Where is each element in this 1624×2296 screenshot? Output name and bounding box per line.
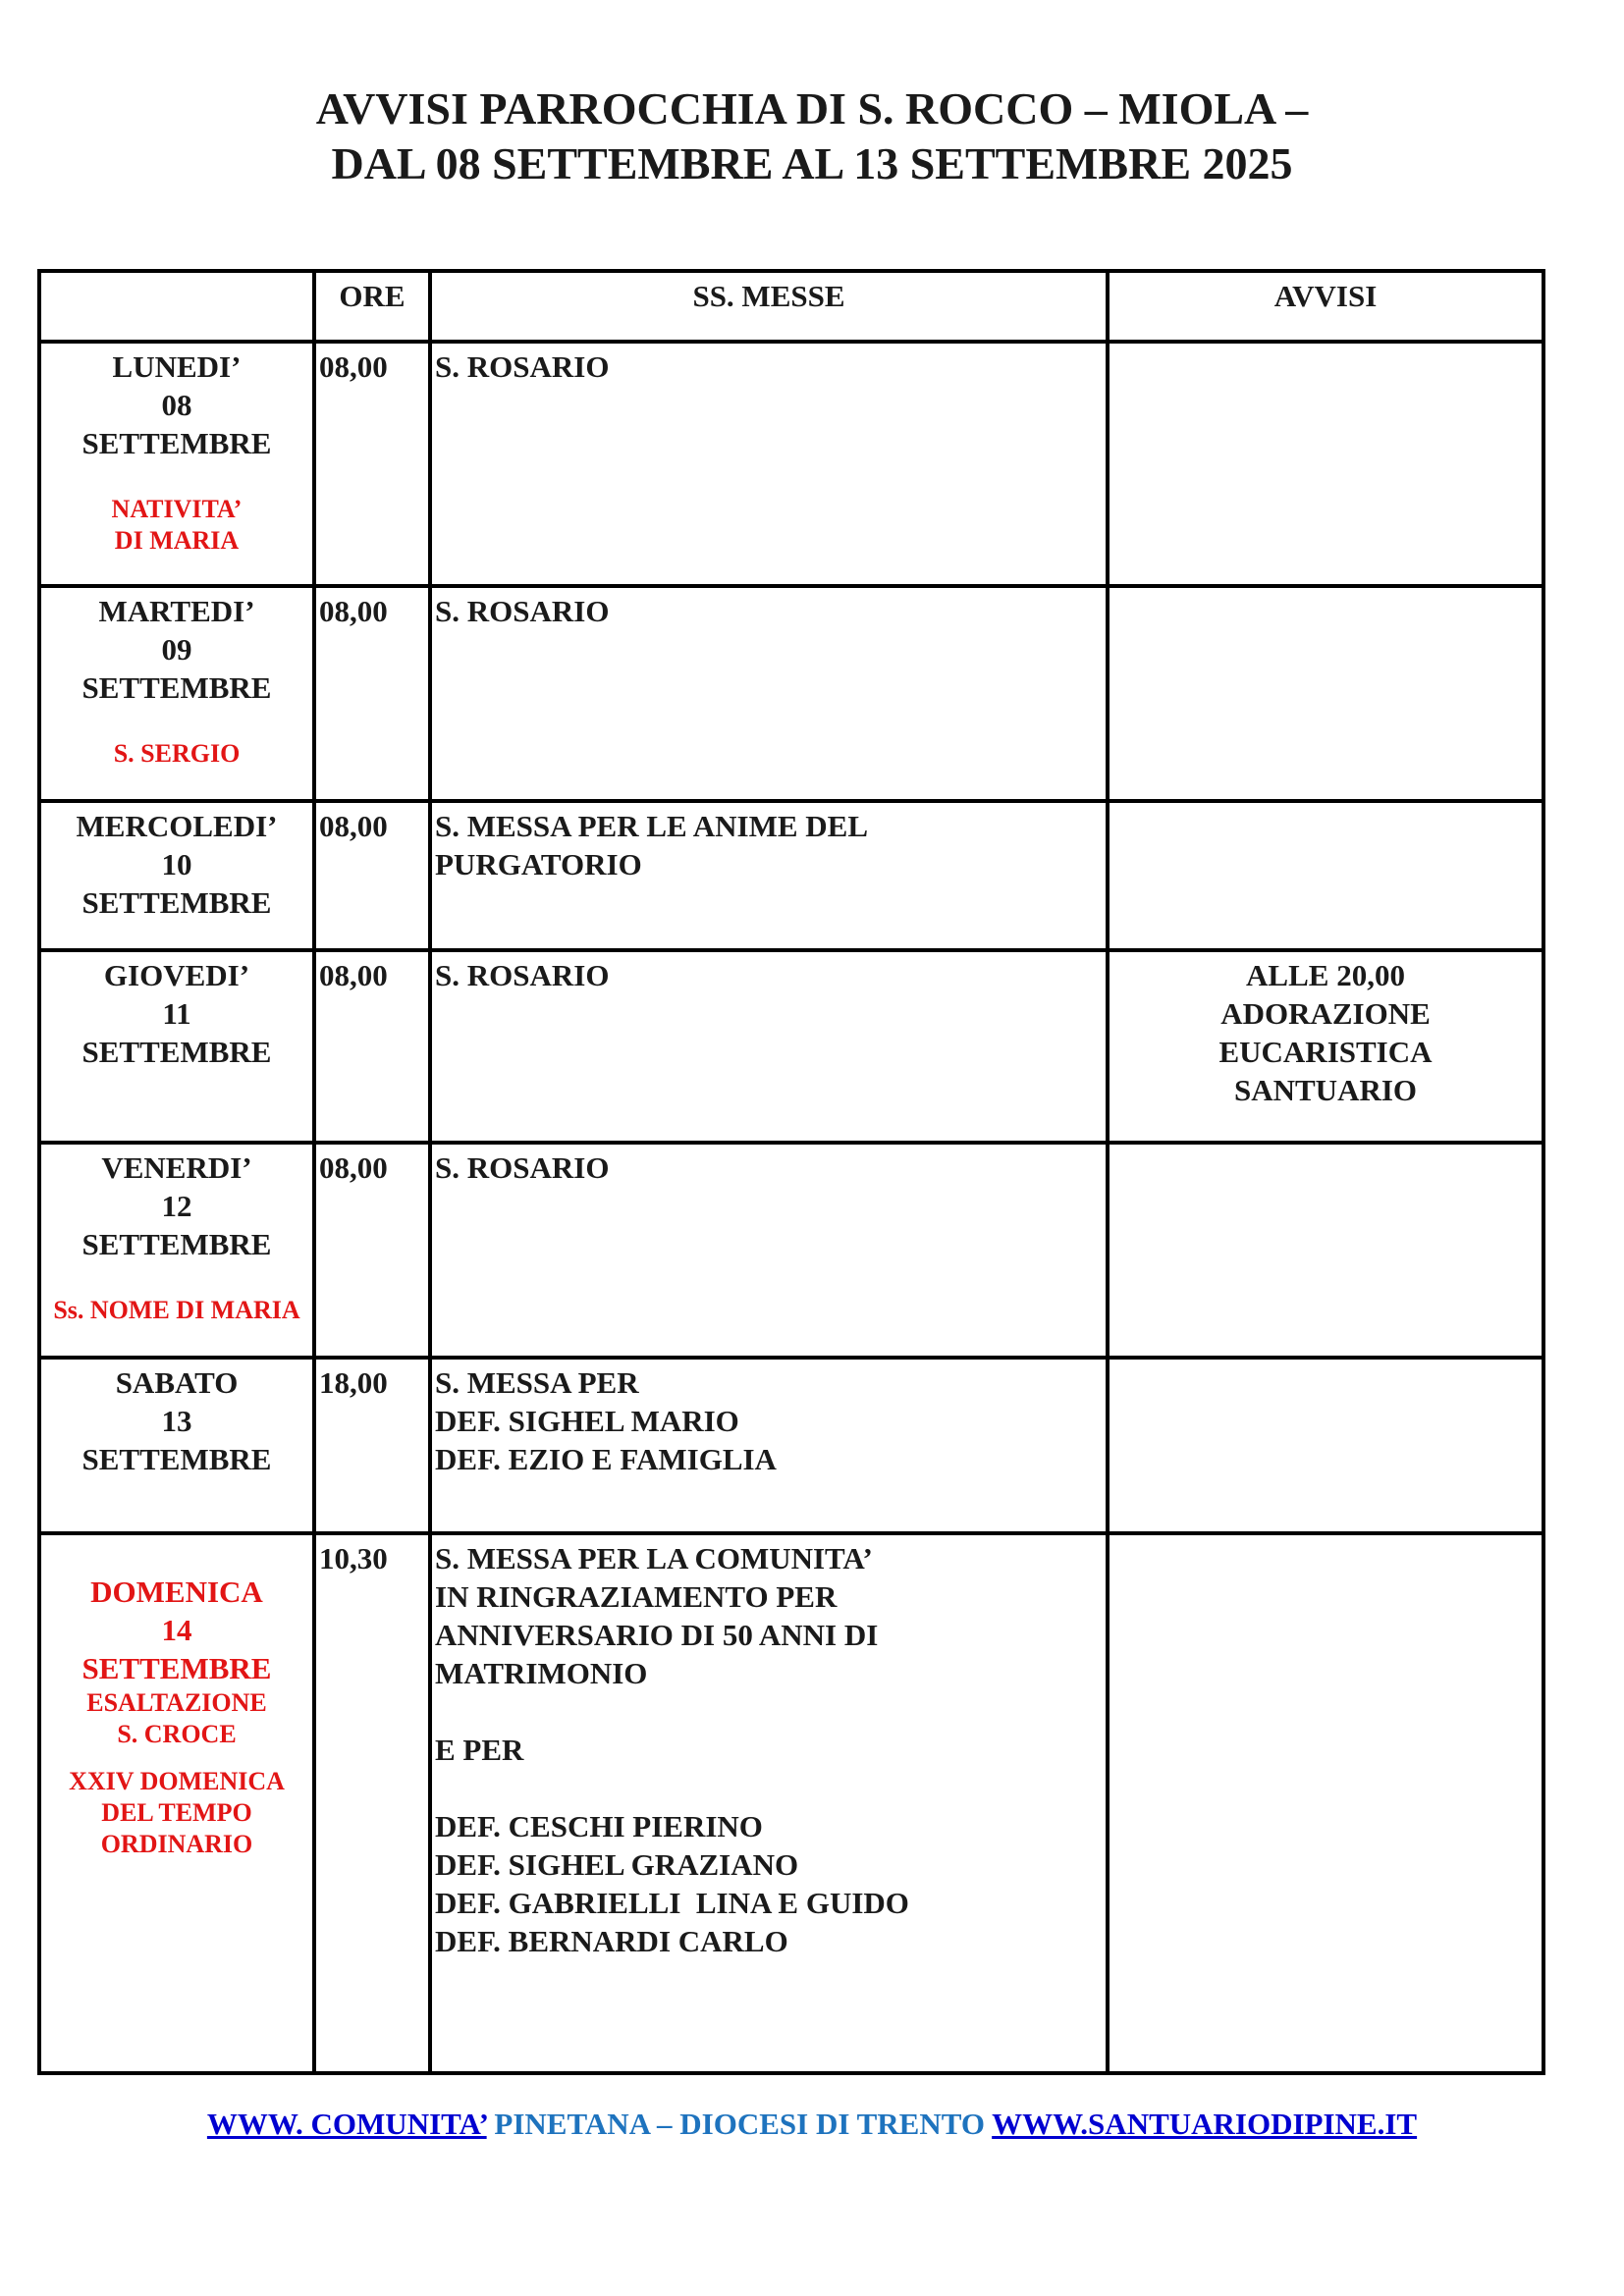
mass-cell: [430, 950, 1108, 1143]
notice-line: ADORAZIONE: [1220, 996, 1431, 1031]
table-row: [39, 1533, 1543, 2073]
day-month: SETTEMBRE: [81, 1227, 272, 1261]
mass-line: DEF. EZIO E FAMIGLIA: [435, 1442, 777, 1476]
mass-line: S. ROSARIO: [435, 349, 610, 384]
day-cell: [39, 1143, 314, 1358]
mass-line: S. MESSA PER LA COMUNITA’: [435, 1541, 873, 1575]
footer: [0, 2107, 1624, 2142]
footer-link-comunita[interactable]: WWW. COMUNITA’: [206, 2107, 487, 2141]
mass-cell: [430, 342, 1108, 586]
day-cell: [39, 1358, 314, 1533]
mass-line: DEF. SIGHEL GRAZIANO: [435, 1847, 799, 1882]
time-cell: 08,00: [314, 1143, 430, 1358]
footer-link-santuario[interactable]: WWW.SANTUARIODIPINE.IT: [992, 2107, 1418, 2141]
table-row: [39, 586, 1543, 801]
feast-label: XXIV DOMENICA: [69, 1767, 285, 1795]
day-name: MARTEDI’: [98, 594, 255, 628]
mass-line: PURGATORIO: [435, 847, 642, 881]
table-row: [39, 1143, 1543, 1358]
notice-cell: [1108, 1143, 1543, 1358]
mass-line: DEF. GABRIELLI LINA E GUIDO: [435, 1886, 909, 1920]
feast-label: S. SERGIO: [113, 739, 241, 768]
time-cell: 08,00: [314, 950, 430, 1143]
time-cell: 10,30: [314, 1533, 430, 2073]
mass-line: DEF. SIGHEL MARIO: [435, 1404, 739, 1438]
mass-line: S. ROSARIO: [435, 594, 610, 628]
notice-cell: [1108, 342, 1543, 586]
notice-line: ALLE 20,00: [1246, 958, 1405, 992]
mass-cell: [430, 1358, 1108, 1533]
footer-text: PINETANA – DIOCESI DI TRENTO: [486, 2107, 993, 2141]
feast-label: DI MARIA: [114, 526, 240, 555]
day-month: SETTEMBRE: [81, 885, 272, 920]
feast-label: DEL TEMPO: [101, 1798, 252, 1827]
mass-line: ANNIVERSARIO DI 50 ANNI DI: [435, 1618, 879, 1652]
day-month: SETTEMBRE: [81, 670, 272, 705]
day-month: SETTEMBRE: [81, 1651, 272, 1685]
day-name: GIOVEDI’: [103, 958, 250, 992]
mass-cell: [430, 1143, 1108, 1358]
day-cell: [39, 801, 314, 950]
day-number: 12: [161, 1189, 192, 1223]
notice-cell: [1108, 1358, 1543, 1533]
mass-cell: [430, 1533, 1108, 2073]
header-ore: ORE: [314, 271, 430, 342]
header-messe: SS. MESSE: [430, 271, 1108, 342]
day-number: 09: [161, 632, 192, 667]
time-cell: 08,00: [314, 586, 430, 801]
mass-line: S. ROSARIO: [435, 958, 610, 992]
day-name: MERCOLEDI’: [76, 809, 278, 843]
day-month: SETTEMBRE: [81, 426, 272, 460]
time-cell: 18,00: [314, 1358, 430, 1533]
day-name: SABATO: [115, 1365, 239, 1400]
notice-line: EUCARISTICA: [1218, 1035, 1433, 1069]
mass-line: E PER: [435, 1733, 524, 1767]
mass-line: IN RINGRAZIAMENTO PER: [435, 1579, 838, 1614]
notice-cell: [1108, 1533, 1543, 2073]
time-cell: 08,00: [314, 801, 430, 950]
schedule-table: [37, 269, 1545, 2075]
notice-line: SANTUARIO: [1233, 1073, 1418, 1107]
notice-cell: [1108, 801, 1543, 950]
feast-label: Ss. NOME DI MARIA: [53, 1296, 300, 1324]
feast-label: NATIVITA’: [111, 495, 243, 523]
day-name: VENERDI’: [101, 1150, 252, 1185]
day-number: 14: [161, 1613, 192, 1647]
day-number: 08: [161, 388, 192, 422]
time-cell: 08,00: [314, 342, 430, 586]
feast-label: ESALTAZIONE: [86, 1688, 267, 1717]
day-month: SETTEMBRE: [81, 1035, 272, 1069]
day-name: DOMENICA: [90, 1575, 263, 1609]
day-cell: [39, 586, 314, 801]
mass-line: S. ROSARIO: [435, 1150, 610, 1185]
day-cell: [39, 342, 314, 586]
mass-line: S. MESSA PER: [435, 1365, 639, 1400]
day-number: 13: [161, 1404, 192, 1438]
table-header-row: [39, 271, 1543, 342]
notice-cell: [1108, 950, 1543, 1143]
day-cell: [39, 1533, 314, 2073]
day-number: 11: [162, 996, 191, 1031]
table-row: [39, 1358, 1543, 1533]
day-cell: [39, 950, 314, 1143]
mass-line: MATRIMONIO: [435, 1656, 648, 1690]
mass-cell: [430, 801, 1108, 950]
feast-label: S. CROCE: [117, 1720, 237, 1748]
page-title-line-2: DAL 08 SETTEMBRE AL 13 SETTEMBRE 2025: [331, 138, 1293, 188]
page-title-line-1: AVVISI PARROCCHIA DI S. ROCCO – MIOLA –: [315, 83, 1309, 133]
table-row: [39, 801, 1543, 950]
table-row: [39, 342, 1543, 586]
mass-line: DEF. CESCHI PIERINO: [435, 1809, 763, 1843]
mass-line: DEF. BERNARDI CARLO: [435, 1924, 788, 1958]
table-row: [39, 950, 1543, 1143]
notice-cell: [1108, 586, 1543, 801]
mass-cell: [430, 586, 1108, 801]
header-avvisi: AVVISI: [1108, 271, 1543, 342]
day-number: 10: [161, 847, 192, 881]
feast-label: ORDINARIO: [100, 1830, 253, 1858]
header-day: [39, 271, 314, 342]
day-month: SETTEMBRE: [81, 1442, 272, 1476]
mass-line: S. MESSA PER LE ANIME DEL: [435, 809, 868, 843]
day-name: LUNEDI’: [112, 349, 242, 384]
